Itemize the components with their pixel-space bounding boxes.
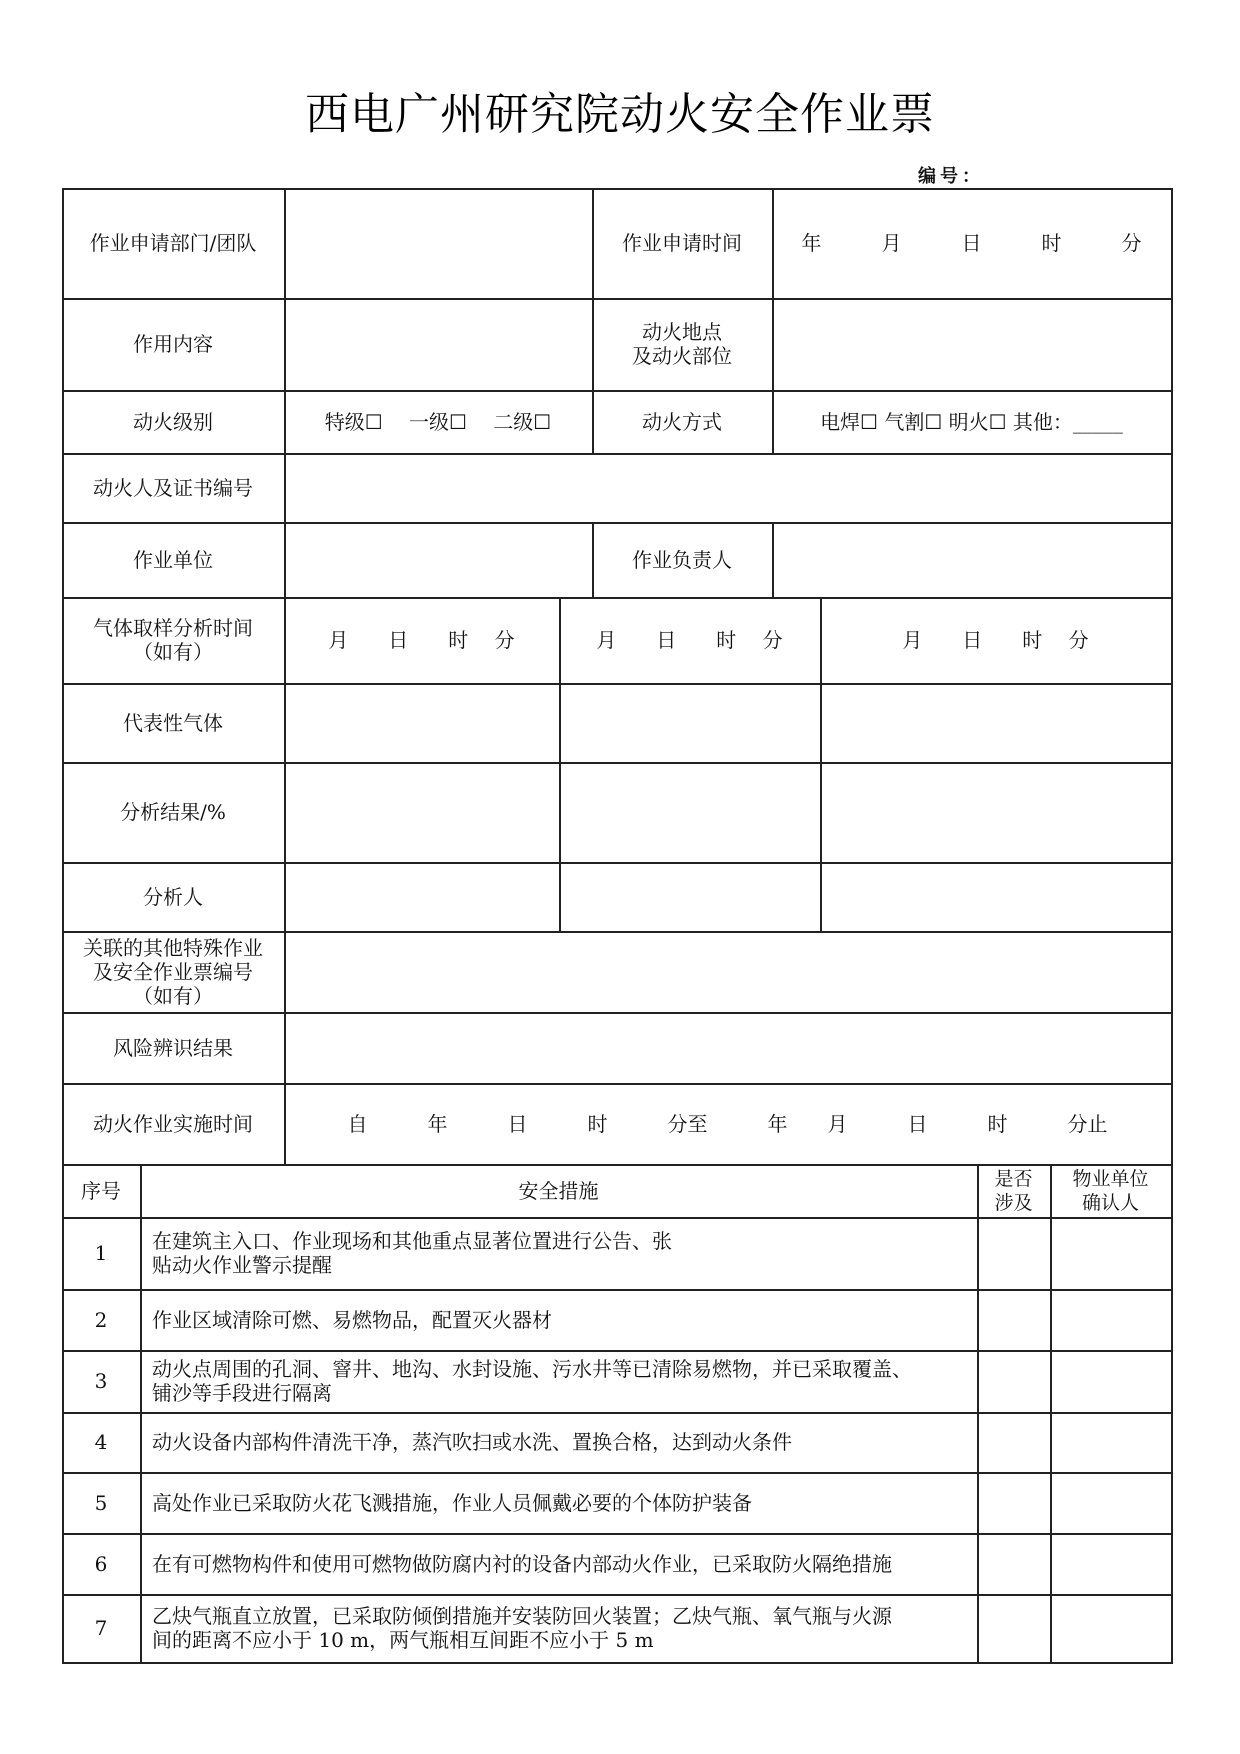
measure-involved-checkbox[interactable] bbox=[977, 1217, 1050, 1289]
location-field[interactable] bbox=[772, 298, 1171, 390]
analyst-field-1[interactable] bbox=[284, 862, 559, 931]
worker-label-text: 动火人及证书编号 bbox=[93, 475, 253, 500]
apply-time-field[interactable] bbox=[772, 188, 1171, 298]
measure-text-text: 在有可燃物构件和使用可燃物做防腐内衬的设备内部动火作业，已采取防火隔绝措施 bbox=[152, 1551, 892, 1576]
dept-field[interactable] bbox=[284, 188, 592, 298]
exec-time-field-text: 自 年 日 时 分至 年 月 日 时 分止 bbox=[347, 1111, 1108, 1136]
worker-field[interactable] bbox=[284, 453, 1171, 522]
header-measure bbox=[140, 1164, 977, 1217]
gas-time-field-3[interactable] bbox=[820, 597, 1171, 683]
measure-no bbox=[62, 1594, 140, 1662]
measure-no bbox=[62, 1289, 140, 1350]
measure-confirmer-field[interactable] bbox=[1050, 1533, 1171, 1594]
related-permit-label-text: 关联的其他特殊作业 及安全作业票编号 （如有） bbox=[83, 935, 263, 1008]
level-label bbox=[62, 390, 284, 453]
measure-no-text: 1 bbox=[94, 1241, 108, 1265]
measure-no bbox=[62, 1533, 140, 1594]
measure-text bbox=[140, 1217, 977, 1289]
result-label bbox=[62, 762, 284, 862]
analyst-field-2[interactable] bbox=[559, 862, 820, 931]
gas-field-1[interactable] bbox=[284, 683, 559, 762]
content-label-text: 作用内容 bbox=[133, 332, 213, 356]
related-permit-field[interactable] bbox=[284, 931, 1171, 1012]
location-label bbox=[592, 298, 772, 390]
measure-no bbox=[62, 1217, 140, 1289]
measure-involved-checkbox[interactable] bbox=[977, 1412, 1050, 1472]
measure-text bbox=[140, 1350, 977, 1412]
related-permit-label bbox=[62, 931, 284, 1012]
gas-time-field-1[interactable] bbox=[284, 597, 559, 683]
measure-no bbox=[62, 1472, 140, 1533]
exec-time-label bbox=[62, 1083, 284, 1164]
serial-number-label: 编号： bbox=[918, 166, 984, 187]
measure-text bbox=[140, 1594, 977, 1662]
level-options[interactable] bbox=[284, 390, 592, 453]
exec-time-field[interactable] bbox=[284, 1083, 1171, 1164]
analyst-field-3[interactable] bbox=[820, 862, 1171, 931]
gas-time-label bbox=[62, 597, 284, 683]
gas-field-3[interactable] bbox=[820, 683, 1171, 762]
gas-label bbox=[62, 683, 284, 762]
apply-time-field-text: 年 月 日 时 分 bbox=[801, 231, 1142, 255]
content-label bbox=[62, 298, 284, 390]
header-confirmer bbox=[1050, 1164, 1171, 1217]
risk-label bbox=[62, 1012, 284, 1083]
method-options[interactable] bbox=[772, 390, 1171, 453]
unit-label bbox=[62, 522, 284, 597]
measure-confirmer-field[interactable] bbox=[1050, 1350, 1171, 1412]
gas-time-field-2[interactable] bbox=[559, 597, 820, 683]
risk-field[interactable] bbox=[284, 1012, 1171, 1083]
level-label-text: 动火级别 bbox=[133, 409, 213, 434]
apply-time-label bbox=[592, 188, 772, 298]
table-rule bbox=[62, 1662, 1173, 1664]
measure-text-text: 高处作业已采取防火花飞溅措施，作业人员佩戴必要的个体防护装备 bbox=[152, 1490, 752, 1515]
measure-involved-checkbox[interactable] bbox=[977, 1350, 1050, 1412]
measure-involved-checkbox[interactable] bbox=[977, 1594, 1050, 1662]
level-options-text: 特级☐ 一级☐ 二级☐ bbox=[324, 409, 552, 434]
dept-label bbox=[62, 188, 284, 298]
gas-time-field-3-text: 月 日 时 分 bbox=[902, 628, 1089, 652]
leader-label-text: 作业负责人 bbox=[632, 547, 732, 572]
gas-label-text: 代表性气体 bbox=[123, 710, 223, 735]
result-label-text: 分析结果/% bbox=[120, 800, 226, 824]
measure-involved-checkbox[interactable] bbox=[977, 1533, 1050, 1594]
measure-no-text: 3 bbox=[94, 1369, 108, 1393]
measure-text-text: 动火点周围的孔洞、窨井、地沟、水封设施、污水井等已清除易燃物，并已采取覆盖、 铺沙等手段进行隔离 bbox=[152, 1357, 912, 1405]
measure-no-text: 2 bbox=[94, 1307, 108, 1332]
measure-text-text: 在建筑主入口、作业现场和其他重点显著位置进行公告、张 贴动火作业警示提醒 bbox=[152, 1229, 672, 1277]
measure-involved-checkbox[interactable] bbox=[977, 1472, 1050, 1533]
page-title: 西电广州研究院动火安全作业票 bbox=[305, 89, 935, 140]
gas-time-field-1-text: 月 日 时 分 bbox=[328, 628, 515, 652]
header-involved-text: 是否 涉及 bbox=[994, 1167, 1033, 1214]
leader-field[interactable] bbox=[772, 522, 1171, 597]
unit-field[interactable] bbox=[284, 522, 592, 597]
measure-text bbox=[140, 1472, 977, 1533]
analyst-label-text: 分析人 bbox=[143, 884, 203, 909]
header-no-text: 序号 bbox=[81, 1178, 121, 1203]
result-field-3[interactable] bbox=[820, 762, 1171, 862]
risk-label-text: 风险辨识结果 bbox=[113, 1035, 233, 1060]
measure-text bbox=[140, 1289, 977, 1350]
header-no bbox=[62, 1164, 140, 1217]
gas-field-2[interactable] bbox=[559, 683, 820, 762]
measure-text-text: 动火设备内部构件清洗干净，蒸汽吹扫或水洗、置换合格，达到动火条件 bbox=[152, 1430, 792, 1454]
measure-involved-checkbox[interactable] bbox=[977, 1289, 1050, 1350]
method-label bbox=[592, 390, 772, 453]
unit-label-text: 作业单位 bbox=[133, 547, 213, 572]
location-label-text: 动火地点 及动火部位 bbox=[632, 320, 732, 368]
measure-no-text: 4 bbox=[94, 1430, 108, 1454]
leader-label bbox=[592, 522, 772, 597]
measure-no bbox=[62, 1412, 140, 1472]
gas-time-label-text: 气体取样分析时间 （如有） bbox=[93, 616, 253, 664]
header-confirmer-text: 物业单位 确认人 bbox=[1072, 1167, 1149, 1214]
measure-confirmer-field[interactable] bbox=[1050, 1472, 1171, 1533]
measure-confirmer-field[interactable] bbox=[1050, 1594, 1171, 1662]
worker-label bbox=[62, 453, 284, 522]
method-label-text: 动火方式 bbox=[642, 409, 722, 434]
dept-label-text: 作业申请部门/团队 bbox=[89, 231, 257, 255]
apply-time-label-text: 作业申请时间 bbox=[622, 231, 742, 255]
result-field-1[interactable] bbox=[284, 762, 559, 862]
analyst-label bbox=[62, 862, 284, 931]
content-field[interactable] bbox=[284, 298, 592, 390]
method-options-text: 电焊☐ 气割☐ 明火☐ 其他：_____ bbox=[820, 409, 1123, 434]
result-field-2[interactable] bbox=[559, 762, 820, 862]
header-involved bbox=[977, 1164, 1050, 1217]
measure-text-text: 乙炔气瓶直立放置，已采取防倾倒措施并安装防回火装置；乙炔气瓶、氧气瓶与火源 间的距离不应小于 10 m，两气瓶相互间距不应小于 5 m bbox=[152, 1604, 892, 1652]
table-rule bbox=[1171, 188, 1173, 1664]
measure-confirmer-field[interactable] bbox=[1050, 1412, 1171, 1472]
exec-time-label-text: 动火作业实施时间 bbox=[93, 1111, 253, 1136]
measure-text bbox=[140, 1412, 977, 1472]
measure-confirmer-field[interactable] bbox=[1050, 1217, 1171, 1289]
gas-time-field-2-text: 月 日 时 分 bbox=[596, 628, 783, 652]
measure-no bbox=[62, 1350, 140, 1412]
header-measure-text: 安全措施 bbox=[518, 1178, 599, 1203]
measure-text-text: 作业区域清除可燃、易燃物品，配置灭火器材 bbox=[152, 1307, 552, 1332]
measure-no-text: 5 bbox=[94, 1490, 108, 1515]
measure-confirmer-field[interactable] bbox=[1050, 1289, 1171, 1350]
measure-no-text: 7 bbox=[94, 1616, 108, 1640]
measure-no-text: 6 bbox=[94, 1551, 108, 1576]
measure-text bbox=[140, 1533, 977, 1594]
